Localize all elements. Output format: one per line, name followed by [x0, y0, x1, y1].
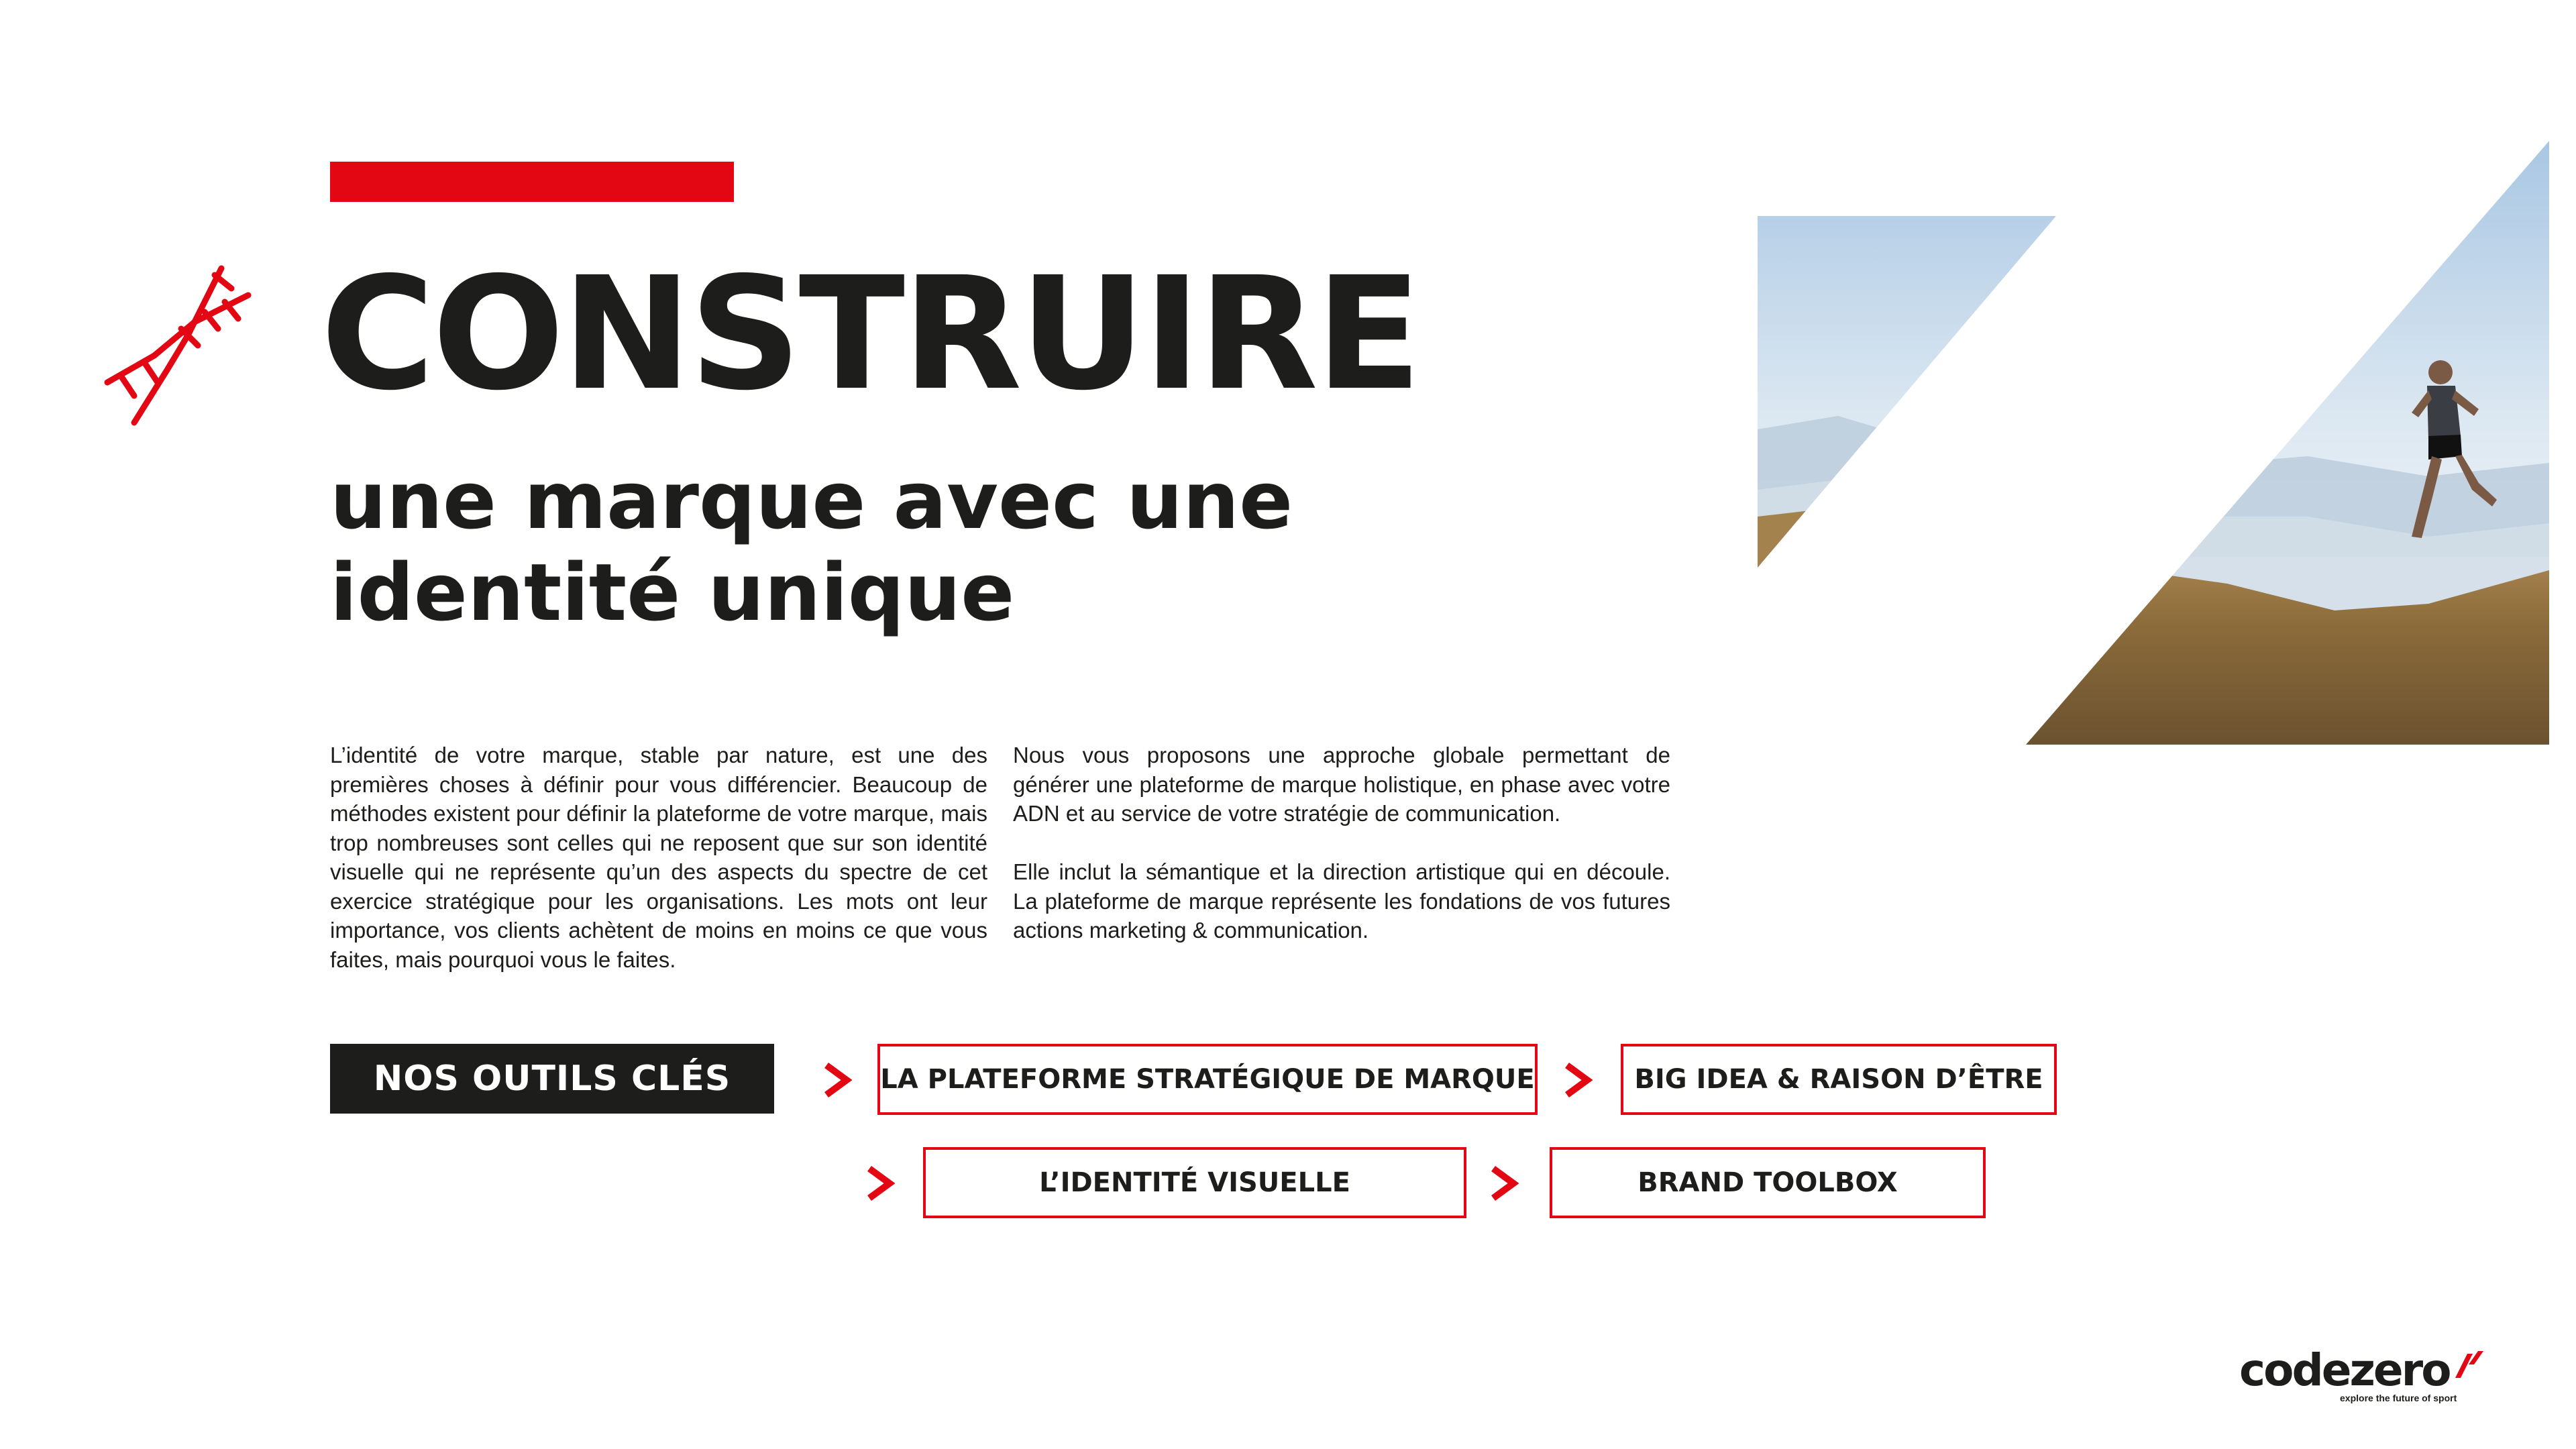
logo-wordmark: codezero: [2239, 1344, 2450, 1396]
dna-icon: [94, 262, 268, 436]
body-paragraph: L’identité de votre marque, stable par nature, est une des premières choses à définir pour vous différencier. Beaucoup de méthodes existent pour définir la plateforme de votre marque, mais trop nombreuses sont celles qui ne reposent que sur son identité visuelle qui ne représente qu’un des aspects du spectre de cet exercice stratégique pour les organisations. Les mots ont leur importance, vos clients achètent de moins en moins ce que vous faites, mais pourquoi vous le faites.: [330, 743, 987, 972]
chevron-right-icon: [1489, 1163, 1519, 1203]
chevron-right-icon: [822, 1060, 852, 1100]
chevron-right-icon: [865, 1163, 895, 1203]
tool-brand-toolbox[interactable]: BRAND TOOLBOX: [1550, 1147, 1986, 1218]
tool-brand-platform[interactable]: LA PLATEFORME STRATÉGIQUE DE MARQUE: [877, 1044, 1538, 1115]
accent-bar: [330, 162, 734, 202]
page-title: CONSTRUIRE: [321, 244, 1419, 425]
body-paragraph: Nous vous proposons une approche globale permettant de générer une plateforme de marque holistique, en phase avec votre ADN et au service de votre stratégie de communication.: [1013, 743, 1670, 826]
tools-label: NOS OUTILS CLÉS: [330, 1044, 774, 1114]
codezero-logo: [2239, 1344, 2494, 1415]
subtitle-line-1: une marque avec une: [330, 454, 1293, 547]
tool-big-idea[interactable]: BIG IDEA & RAISON D’ÊTRE: [1621, 1044, 2057, 1115]
page-subtitle: [330, 455, 1403, 639]
chevron-right-icon: [1563, 1060, 1593, 1100]
logo-tagline: explore the future of sport: [2340, 1393, 2457, 1403]
body-column-right: [1013, 741, 1670, 945]
tool-visual-identity[interactable]: L’IDENTITÉ VISUELLE: [923, 1147, 1466, 1218]
subtitle-line-2: identité unique: [330, 546, 1015, 639]
runner-photo: [1758, 141, 2549, 745]
logo-mark-icon: [2453, 1348, 2483, 1378]
body-paragraph: Elle inclut la sémantique et la direction artistique qui en découle. La plateforme de marque représente les fondations de vos futures actions marketing & communication.: [1013, 859, 1670, 943]
body-column-left: [330, 741, 987, 974]
